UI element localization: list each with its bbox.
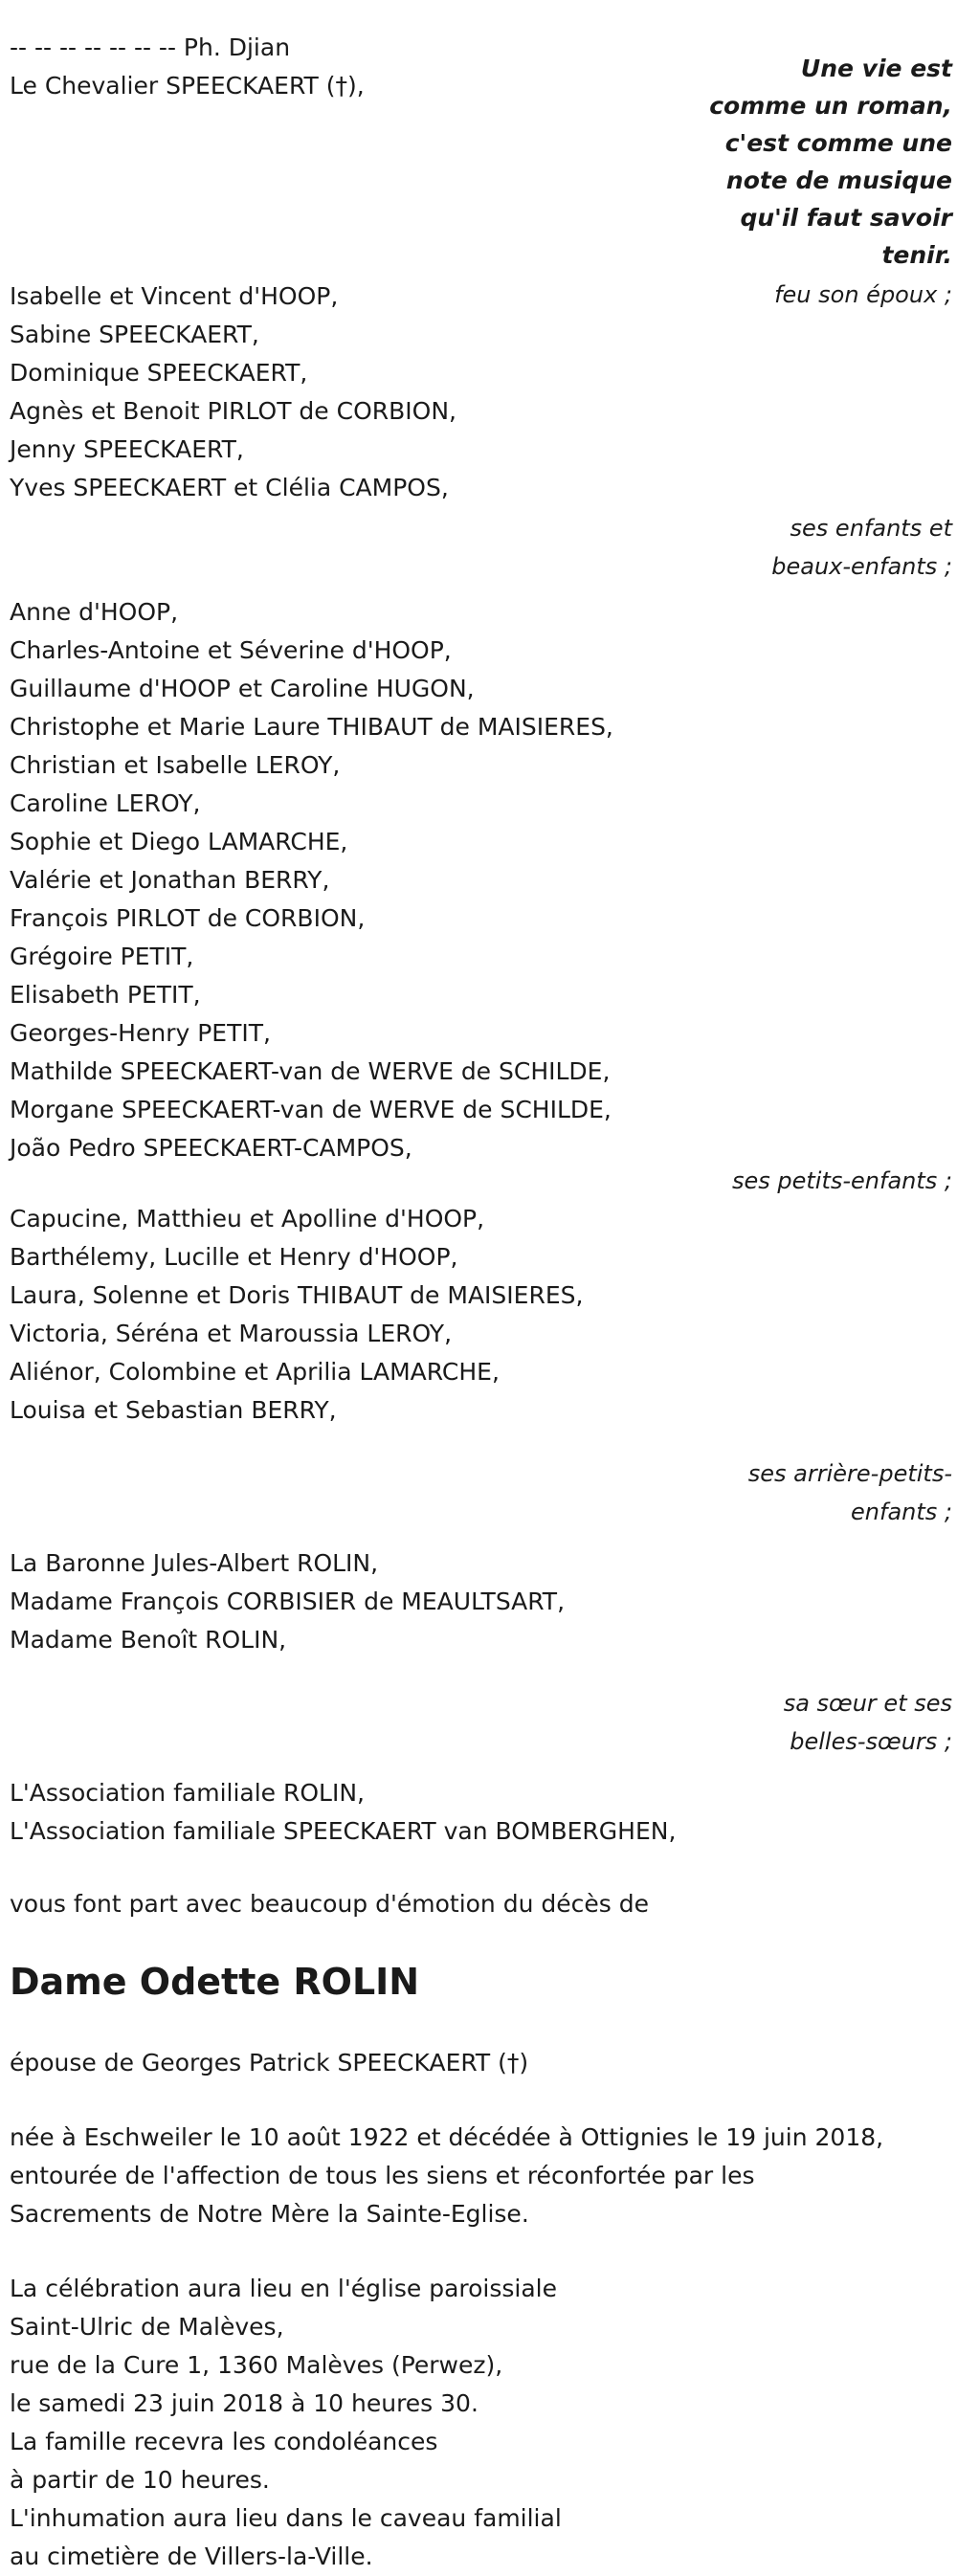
list-item: Sabine SPEECKAERT, — [10, 321, 259, 348]
list-item: Isabelle et Vincent d'HOOP, — [10, 282, 339, 310]
role-line: ses arrière-petits- — [747, 1460, 952, 1487]
list-item: Morgane SPEECKAERT-van de WERVE de SCHILDE, — [10, 1096, 612, 1123]
list-item: Sophie et Diego LAMARCHE, — [10, 828, 348, 855]
role-line: beaux-enfants ; — [771, 553, 952, 580]
quote-line: Une vie est — [800, 55, 952, 82]
list-item: Agnès et Benoit PIRLOT de CORBION, — [10, 397, 456, 425]
list-item: Elisabeth PETIT, — [10, 981, 201, 1009]
ceremony-paragraph — [10, 2270, 952, 2576]
birth-death-paragraph — [10, 2119, 952, 2233]
deceased-name: Dame Odette ROLIN — [10, 1961, 420, 2003]
list-item: Guillaume d'HOOP et Caroline HUGON, — [10, 675, 475, 702]
list-item: Georges-Henry PETIT, — [10, 1019, 271, 1047]
list-item: Valérie et Jonathan BERRY, — [10, 866, 330, 894]
list-item: Louisa et Sebastian BERRY, — [10, 1396, 337, 1424]
paragraph-line: entourée de l'affection de tous les siens et réconfortée par les — [10, 2162, 755, 2189]
paragraph-line: Saint-Ulric de Malèves, — [10, 2313, 284, 2341]
list-item: Aliénor, Colombine et Aprilia LAMARCHE, — [10, 1358, 500, 1386]
list-item: Madame Benoît ROLIN, — [10, 1626, 287, 1654]
role-line: enfants ; — [851, 1499, 952, 1525]
paragraph-line: née à Eschweiler le 10 août 1922 et décédée à Ottignies le 19 juin 2018, — [10, 2123, 884, 2151]
list-item: Barthélemy, Lucille et Henry d'HOOP, — [10, 1243, 458, 1271]
paragraph-line: Sacrements de Notre Mère la Sainte-Eglise. — [10, 2200, 529, 2228]
list-item: Victoria, Séréna et Maroussia LEROY, — [10, 1320, 453, 1347]
paragraph-line: le samedi 23 juin 2018 à 10 heures 30. — [10, 2389, 478, 2417]
list-item: Capucine, Matthieu et Apolline d'HOOP, — [10, 1205, 485, 1232]
paragraph-line: La célébration aura lieu en l'église paroissiale — [10, 2275, 558, 2302]
husband-line: Le Chevalier SPEECKAERT (†), — [10, 72, 365, 100]
role-line: sa sœur et ses — [783, 1690, 952, 1717]
grandchildren-list — [10, 593, 952, 1167]
children-role — [10, 509, 952, 586]
list-item: L'Association familiale ROLIN, — [10, 1779, 365, 1807]
quote-line: note de musique — [725, 167, 952, 194]
list-item: La Baronne Jules-Albert ROLIN, — [10, 1549, 379, 1577]
list-item: Dominique SPEECKAERT, — [10, 359, 308, 387]
list-item: Caroline LEROY, — [10, 789, 201, 817]
obituary-notice — [10, 29, 952, 2576]
paragraph-line: à partir de 10 heures. — [10, 2466, 270, 2494]
list-item: João Pedro SPEECKAERT-CAMPOS, — [10, 1134, 412, 1162]
paragraph-line: au cimetière de Villers-la-Ville. — [10, 2543, 373, 2570]
paragraph-line: L'inhumation aura lieu dans le caveau familial — [10, 2504, 562, 2532]
quote-line: comme un roman, — [709, 92, 952, 120]
grandchildren-role — [10, 1162, 952, 1200]
paragraph-line: La famille recevra les condoléances — [10, 2428, 438, 2455]
list-item: Christian et Isabelle LEROY, — [10, 751, 341, 779]
great-grandchildren-list — [10, 1200, 952, 1430]
sisters-list — [10, 1544, 952, 1659]
role-line: ses enfants et — [790, 515, 952, 542]
quote-line: qu'il faut savoir — [740, 204, 952, 232]
list-item: Anne d'HOOP, — [10, 598, 179, 626]
list-item: Madame François CORBISIER de MEAULTSART, — [10, 1588, 566, 1615]
role-line: belles-sœurs ; — [790, 1728, 952, 1755]
quote-block — [646, 50, 952, 316]
list-item: François PIRLOT de CORBION, — [10, 904, 366, 932]
list-item: Jenny SPEECKAERT, — [10, 435, 244, 463]
paragraph-line: rue de la Cure 1, 1360 Malèves (Perwez), — [10, 2351, 503, 2379]
list-item: Christophe et Marie Laure THIBAUT de MAISIERES, — [10, 713, 613, 741]
list-item: Charles-Antoine et Séverine d'HOOP, — [10, 636, 452, 664]
quote-line: c'est comme une — [724, 129, 952, 157]
quote-author: -- -- -- -- -- -- -- Ph. Djian — [10, 33, 291, 61]
great-grandchildren-role — [10, 1455, 952, 1531]
list-item: Yves SPEECKAERT et Clélia CAMPOS, — [10, 474, 449, 501]
list-item: Laura, Solenne et Doris THIBAUT de MAISIERES, — [10, 1281, 584, 1309]
sisters-role — [10, 1684, 952, 1761]
list-item: Grégoire PETIT, — [10, 943, 194, 970]
list-item: Mathilde SPEECKAERT-van de WERVE de SCHILDE, — [10, 1057, 611, 1085]
list-item: L'Association familiale SPEECKAERT van BOMBERGHEN, — [10, 1817, 677, 1845]
quote-line: tenir. — [881, 241, 952, 269]
announcement: vous font part avec beaucoup d'émotion du décès de — [10, 1890, 649, 1918]
associations-list — [10, 1774, 952, 1851]
spouse-line: épouse de Georges Patrick SPEECKAERT (†) — [10, 2049, 529, 2076]
husband-role: feu son époux ; — [774, 281, 952, 308]
role-line: ses petits-enfants ; — [731, 1167, 952, 1194]
